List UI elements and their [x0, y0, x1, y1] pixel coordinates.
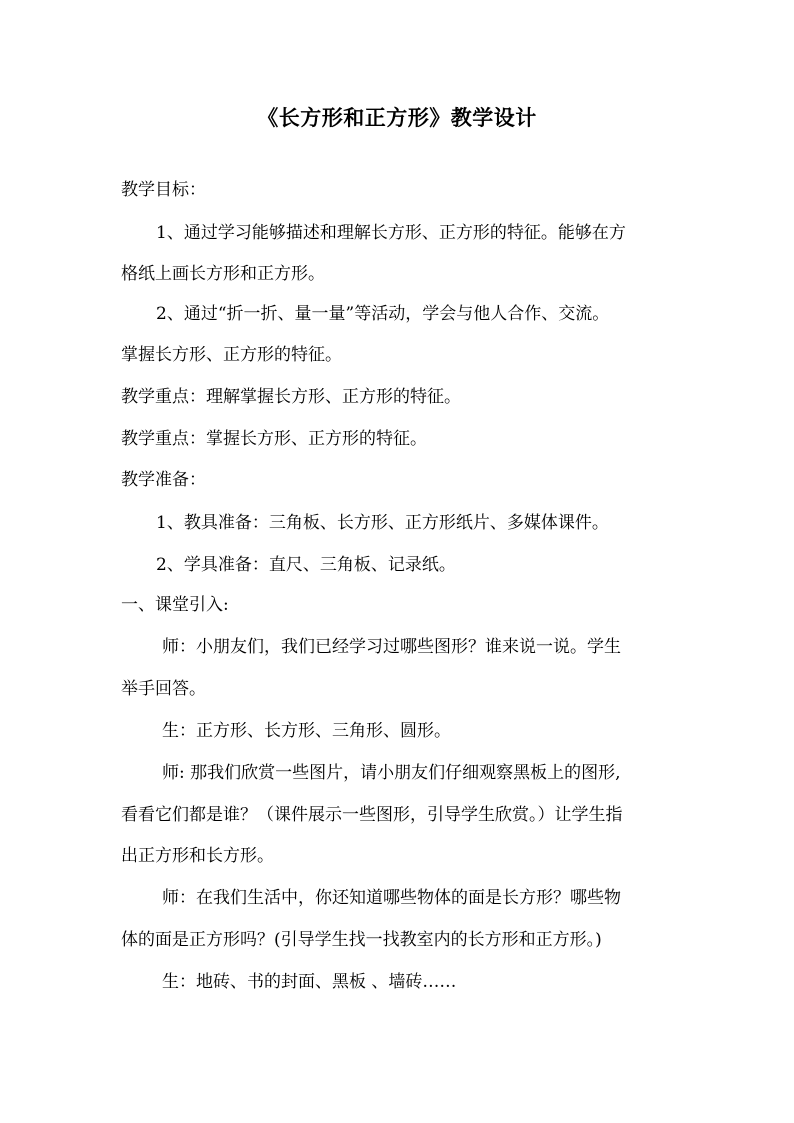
section-heading-preparation: 教学准备： [121, 470, 206, 490]
dialogue-teacher-2-line-2: 看看它们都是谁？（课件展示一些图形，引导学生欣赏。）让学生指 [121, 805, 623, 825]
dialogue-student-1: 生：正方形、长方形、三角形、圆形。 [162, 721, 451, 741]
preparation-2: 2、学具准备：直尺、三角板、记录纸。 [156, 555, 456, 575]
dialogue-teacher-2-line-1: 师: 那我们欣赏一些图片，请小朋友们仔细观察黑板上的图形, [162, 763, 621, 783]
section-heading-objectives: 教学目标： [121, 180, 206, 200]
objective-1-line-1: 1、通过学习能够描述和理解长方形、正方形的特征。能够在方 [156, 223, 626, 243]
key-point-2: 教学重点：掌握长方形、正方形的特征。 [121, 429, 427, 449]
objective-2-line-2: 掌握长方形、正方形的特征。 [121, 345, 342, 365]
dialogue-teacher-2-line-3: 出正方形和长方形。 [121, 846, 274, 866]
document-title: 《长方形和正方形》教学设计 [257, 105, 537, 130]
section-heading-introduction: 一、课堂引入: [121, 595, 229, 615]
objective-2-line-1: 2、通过“折一折、量一量”等活动，学会与他人合作、交流。 [156, 304, 610, 324]
dialogue-teacher-3-line-1: 师：在我们生活中，你还知道哪些物体的面是长方形？哪些物 [162, 888, 621, 908]
dialogue-teacher-3-line-2: 体的面是正方形吗？(引导学生找一找教室内的长方形和正方形。) [121, 930, 602, 950]
dialogue-student-2: 生：地砖、书的封面、黑板 、墙砖…… [162, 972, 457, 992]
preparation-1: 1、教具准备：三角板、长方形、正方形纸片、多媒体课件。 [156, 513, 609, 533]
dialogue-teacher-1-line-2: 举手回答。 [121, 679, 206, 699]
objective-1-line-2: 格纸上画长方形和正方形。 [121, 264, 325, 284]
dialogue-teacher-1-line-1: 师：小朋友们，我们已经学习过哪些图形？谁来说一说。学生 [162, 637, 621, 657]
key-point-1: 教学重点：理解掌握长方形、正方形的特征。 [121, 387, 461, 407]
